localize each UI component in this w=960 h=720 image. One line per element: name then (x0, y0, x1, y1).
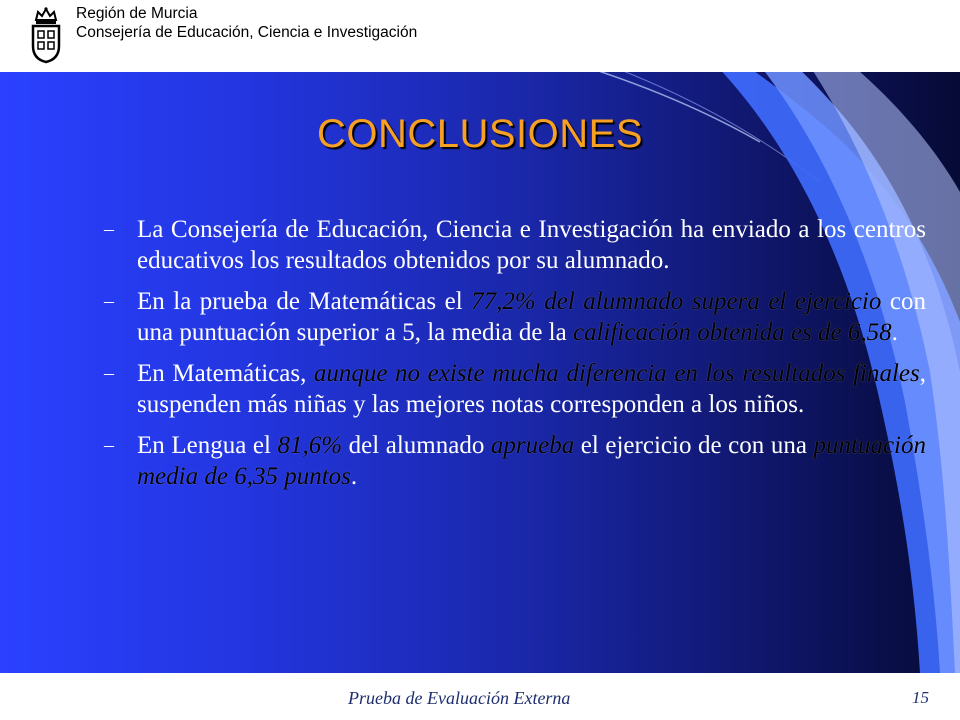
conclusion-item (104, 430, 926, 492)
region-name: Región de Murcia (76, 5, 198, 22)
dash-bullet-marker: – (104, 218, 114, 240)
slide-header (0, 0, 960, 72)
slide-footer (0, 673, 960, 720)
ministry-name: Consejería de Educación, Ciencia e Investigación (76, 24, 418, 41)
emphasized-text: puntuación media de 6,35 puntos (137, 432, 926, 490)
content-panel (0, 72, 960, 673)
emphasized-text: 77,2% del alumnado supera el ejercicio (471, 288, 882, 315)
emphasized-text: calificación obtenida es de 6,58 (572, 319, 892, 346)
dash-bullet-marker: – (104, 434, 114, 456)
conclusion-item (104, 358, 926, 420)
slide-title: CONCLUSIONES (316, 112, 644, 156)
conclusions-list (104, 214, 926, 502)
bullet-text: . (350, 463, 358, 490)
bullet-text: La Consejería de Educación, Ciencia e Investigación ha enviado a los centros educativos los resultados obtenidos por su alumnado. (137, 216, 926, 274)
dash-bullet-marker: – (104, 290, 114, 312)
coat-of-arms-icon (28, 6, 64, 64)
bullet-text: el ejercicio de con una (574, 432, 814, 459)
bullet-text: En la prueba de Matemáticas el (137, 288, 472, 315)
emphasized-text: aunque no existe mucha diferencia en los resultados finales (313, 360, 920, 387)
footer-title: Prueba de Evaluación Externa (348, 688, 571, 708)
bullet-text: del alumnado (342, 432, 491, 459)
page-number: 15 (912, 688, 929, 707)
emphasized-text: 81,6% (277, 432, 343, 459)
bullet-text: , suspenden más niñas y las mejores notas corresponden a los niños. (137, 360, 926, 418)
organization-name (76, 4, 417, 42)
conclusion-item (104, 286, 926, 348)
bullet-text: En Matemáticas, (137, 360, 314, 387)
bullet-text: . (891, 319, 898, 346)
bullet-text: En Lengua el (137, 432, 278, 459)
emphasized-text: aprueba (490, 432, 575, 459)
dash-bullet-marker: – (104, 362, 114, 384)
conclusion-item (104, 214, 926, 276)
bullet-text: con una puntuación superior a 5, la media de la (137, 288, 926, 346)
